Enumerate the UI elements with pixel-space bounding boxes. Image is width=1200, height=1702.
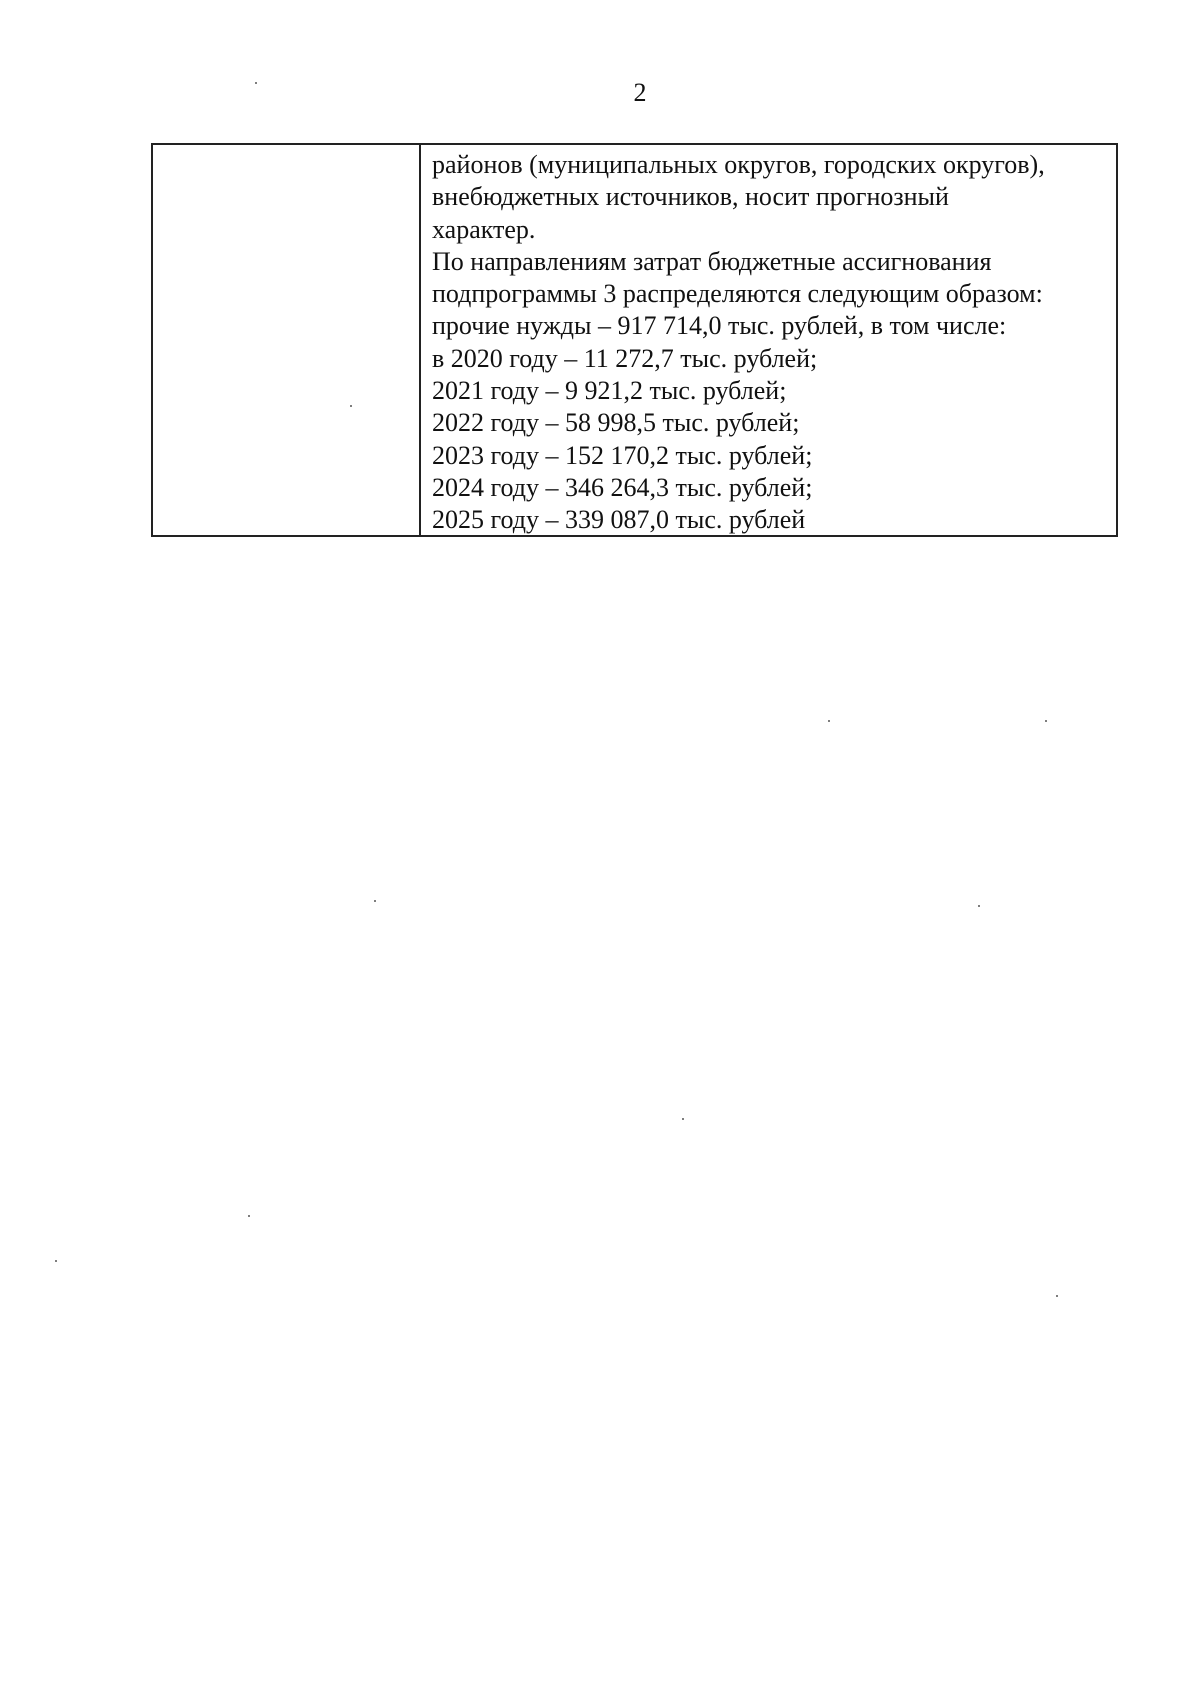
text-line: внебюджетных источников, носит прогнозный [432, 182, 949, 212]
text-line: По направлениям затрат бюджетные ассигнования [432, 246, 992, 276]
text-line: 2023 году – 152 170,2 тыс. рублей; [432, 440, 813, 470]
scan-speck [248, 1215, 250, 1217]
page-number: 2 [633, 78, 647, 107]
scan-speck [682, 1118, 684, 1120]
table-left-cell [153, 145, 421, 535]
scan-speck [350, 405, 352, 407]
scan-speck [374, 900, 376, 902]
scan-speck [1045, 720, 1047, 722]
text-line: 2024 году – 346 264,3 тыс. рублей; [432, 472, 813, 502]
text-line: районов (муниципальных округов, городских округов), [432, 150, 1045, 179]
text-line: подпрограммы 3 распределяются следующим образом: [432, 279, 1043, 309]
scan-speck [978, 905, 980, 907]
table-right-cell [421, 145, 1116, 535]
scan-speck [255, 82, 257, 84]
scan-speck [55, 1260, 57, 1262]
document-table [151, 143, 1118, 537]
text-line: в 2020 году – 11 272,7 тыс. рублей; [432, 343, 818, 373]
text-line: прочие нужды – 917 714,0 тыс. рублей, в том числе: [432, 311, 1007, 341]
text-line: 2025 году – 339 087,0 тыс. рублей [432, 505, 806, 535]
scan-speck [828, 720, 830, 722]
text-line: 2022 году – 58 998,5 тыс. рублей; [432, 408, 800, 438]
text-line: 2021 году – 9 921,2 тыс. рублей; [432, 376, 787, 406]
scan-speck [1056, 1295, 1058, 1297]
text-line: характер. [432, 214, 536, 244]
